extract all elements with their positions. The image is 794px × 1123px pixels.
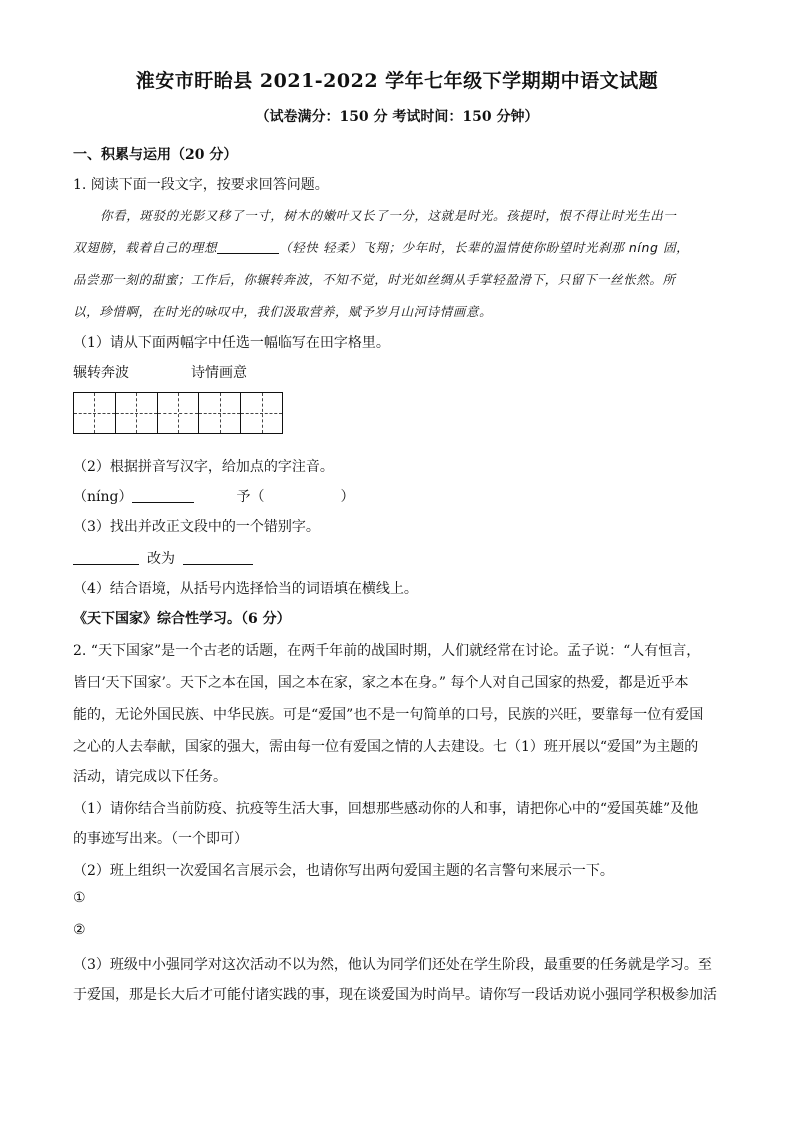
question-1-stem: 1. 阅读下面一段文字，按要求回答问题。	[73, 177, 329, 193]
passage-line-2	[73, 238, 723, 256]
pinyin-label: （níng）	[73, 489, 133, 505]
passage-line-1: 你看，斑驳的光影又移了一寸，树木的嫩叶又长了一分，这就是时光。孩提时，恨不得让时光生出一	[100, 208, 677, 223]
copy-word-2: 诗情画意	[191, 365, 247, 381]
section-2-heading: 《天下国家》综合性学习。（6 分）	[73, 611, 291, 627]
exam-info: （试卷满分：150 分 考试时间：150 分钟）	[255, 109, 539, 125]
answer-blank-wrong-char[interactable]	[73, 550, 139, 565]
grid-cell[interactable]	[199, 393, 241, 433]
copy-word-1: 辗转奔波	[73, 365, 129, 381]
sub-question-2: （2）根据拼音写汉字，给加点的字注音。	[73, 459, 334, 475]
q2-sub-2: （2）班上组织一次爱国名言展示会，也请你写出两句爱国主题的名言警句来展示一下。	[73, 863, 614, 879]
answer-blank-pinyin[interactable]	[132, 488, 194, 503]
answer-blank-word-choice[interactable]	[217, 239, 279, 254]
page-title: 淮安市盱眙县 2021-2022 学年七年级下学期期中语文试题	[135, 70, 659, 92]
passage-line-2b: （轻快 轻柔）飞翔；少年时，长辈的温情使你盼望时光刹那 níng 固，	[279, 240, 690, 255]
sub-question-1: （1）请从下面两幅字中任选一幅临写在田字格里。	[73, 335, 390, 351]
grid-cell[interactable]	[116, 393, 158, 433]
q2-sub-1-line-2: 的事迹写出来。（一个即可）	[73, 831, 248, 847]
copy-words	[73, 362, 723, 382]
question-2-line-2: 皆曰‘天下国家’。天下之本在国，国之本在家，家之本在身。” 每个人对自己国家的热爱，都是近乎本	[73, 675, 689, 691]
question-2-line-4: 之心的人去奉献，国家的强大，需由每一位有爱国之情的人去建设。七（1）班开展以“爱国”为主题的	[73, 739, 699, 755]
q2-sub-3-line-2: 于爱国，那是长大后才可能付诸实践的事，现在谈爱国为时尚早。请你写一段话劝说小强同学积极参加活	[73, 987, 717, 1003]
question-2-line-1: 2. “天下国家”是一个古老的话题，在两千年前的战国时期，人们就经常在讨论。孟子说：“人有恒言，	[73, 643, 701, 659]
tianzige-grid[interactable]	[73, 392, 283, 434]
grid-cell[interactable]	[158, 393, 200, 433]
correction-row	[73, 548, 723, 568]
question-2-line-5: 活动，请完成以下任务。	[73, 769, 227, 785]
pinyin-answer-row	[73, 486, 723, 506]
char-close: ）	[340, 489, 355, 505]
q2-sub-3-line-1: （3）班级中小强同学对这次活动不以为然，他认为同学们还处在学生阶段，最重要的任务就是学习。至	[73, 957, 712, 973]
question-2-line-3: 能的，无论外国民族、中华民族。可是“爱国”也不是一句简单的口号，民族的兴旺，要靠每一位有爱国	[73, 707, 704, 723]
motto-item-2: ②	[73, 922, 86, 938]
section-1-heading: 一、积累与运用（20 分）	[73, 147, 238, 163]
grid-cell[interactable]	[241, 393, 282, 433]
char-label: 予（	[236, 489, 265, 505]
sub-question-4: （4）结合语境，从括号内选择恰当的词语填在横线上。	[73, 581, 418, 597]
answer-blank-right-char[interactable]	[183, 550, 253, 565]
q2-sub-1-line-1: （1）请你结合当前防疫、抗疫等生活大事，回想那些感动你的人和事，请把你心中的“爱国英雄”及他	[73, 801, 699, 817]
passage-line-4: 以，珍惜啊，在时光的咏叹中，我们汲取营养，赋予岁月山河诗情画意。	[73, 304, 493, 319]
correct-word-label: 改为	[147, 551, 175, 567]
grid-cell[interactable]	[74, 393, 116, 433]
passage-line-3: 品尝那一刻的甜蜜；工作后，你辗转奔波，不知不觉，时光如丝绸从手掌轻盈滑下，只留下一丝怅然。所	[73, 272, 676, 287]
sub-question-3: （3）找出并改正文段中的一个错别字。	[73, 519, 320, 535]
passage-line-2a: 双翅膀，载着自己的理想	[73, 240, 218, 255]
motto-item-1: ①	[73, 890, 86, 906]
